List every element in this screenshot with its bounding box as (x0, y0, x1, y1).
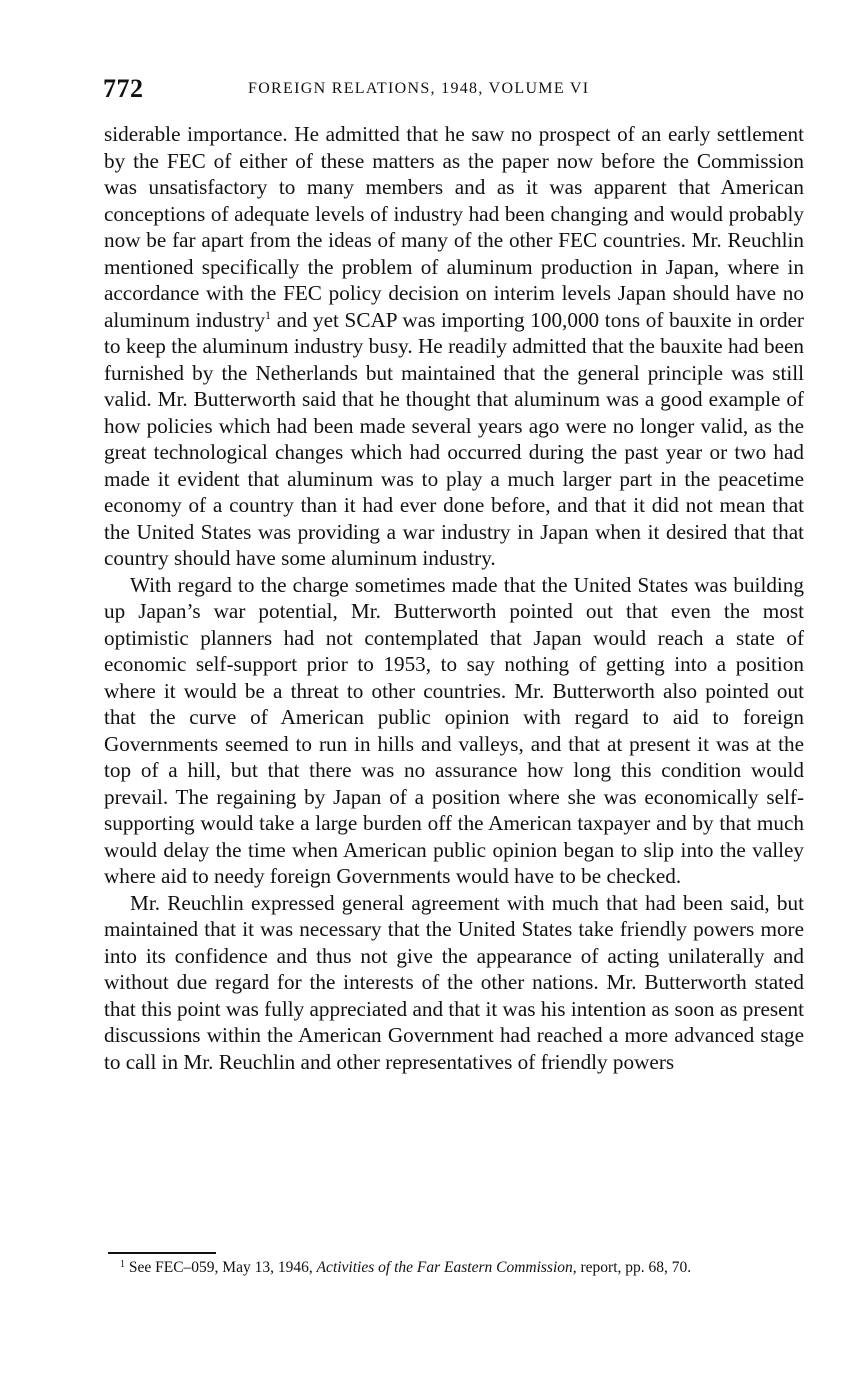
paragraph-1-text-part-1: siderable importance. He admitted that he saw no prospect of an early settlement by the FEC of either of these matters as the paper now before the Commission was unsatisfactory to many members and as it was apparent that American conceptions of adequate levels of industry had been changing and would probably now be far apart from the ideas of many of the other FEC countries. Mr. Reuchlin mentioned specifically the problem of aluminum production in Japan, where in accordance with the FEC policy decision on interim levels Japan should have no aluminum industry (104, 122, 804, 332)
running-header (103, 74, 803, 104)
running-header-title: FOREIGN RELATIONS, 1948, VOLUME VI (248, 80, 590, 97)
footnote-text-after: report, pp. 68, 70. (576, 1259, 692, 1276)
paragraph-2: With regard to the charge sometimes made that the United States was building up Japan’s war potential, Mr. Butterworth pointed out that even the most optimistic planners had not contemplated that Japan would reach a state of economic self-support prior to 1953, to say nothing of getting into a position where it would be a threat to other countries. Mr. Butterworth also pointed out that the curve of American public opinion with regard to aid to foreign Governments seemed to run in hills and valleys, and that at present it was at the top of a hill, but that there was no assurance how long this condition would prevail. The regaining by Japan of a position where she was economically self-supporting would take a large burden off the American taxpayer and by that much would delay the time when American public opinion began to slip into the valley where aid to needy foreign Governments would have to be checked. (104, 572, 804, 888)
paragraph-1-text-part-2: and yet SCAP was importing 100,000 tons of bauxite in order to keep the aluminum industry busy. He readily admitted that the bauxite had been furnished by the Netherlands but maintained that the general principle was still valid. Mr. Butterworth said that he thought that aluminum was a good example of how policies which had been made several years ago were no longer valid, as the great technological changes which had occurred during the past year or two had made it evident that aluminum was to play a much larger part in the peacetime economy of a country than it had ever done before, and that it did not mean that the United States was providing a war industry in Japan when it desired that that country should have some aluminum industry. (104, 307, 804, 570)
footnote-text-before: See FEC–059, May 13, 1946, (125, 1259, 317, 1276)
footnote-number: 1 (120, 1259, 125, 1270)
footnote-divider (108, 1252, 216, 1254)
body-text (104, 121, 804, 1075)
footnote-cited-title: Activities of the Far Eastern Commission, (316, 1259, 577, 1276)
paragraph-3: Mr. Reuchlin expressed general agreement with much that had been said, but maintained that it was necessary that the United States take friendly powers more into its confidence and thus not give the appearance of acting unilaterally and without due regard for the interests of the other nations. Mr. Butterworth stated that this point was fully appreciated and that it was his intention as soon as present discussions within the American Government had reached a more advanced stage to call in Mr. Reuchlin and other representatives of friendly powers (104, 890, 804, 1074)
footnote-reference-1[interactable]: 1 (265, 307, 272, 322)
paragraph-1 (104, 121, 804, 572)
page-number: 772 (103, 74, 144, 103)
footnote-1 (108, 1257, 804, 1279)
